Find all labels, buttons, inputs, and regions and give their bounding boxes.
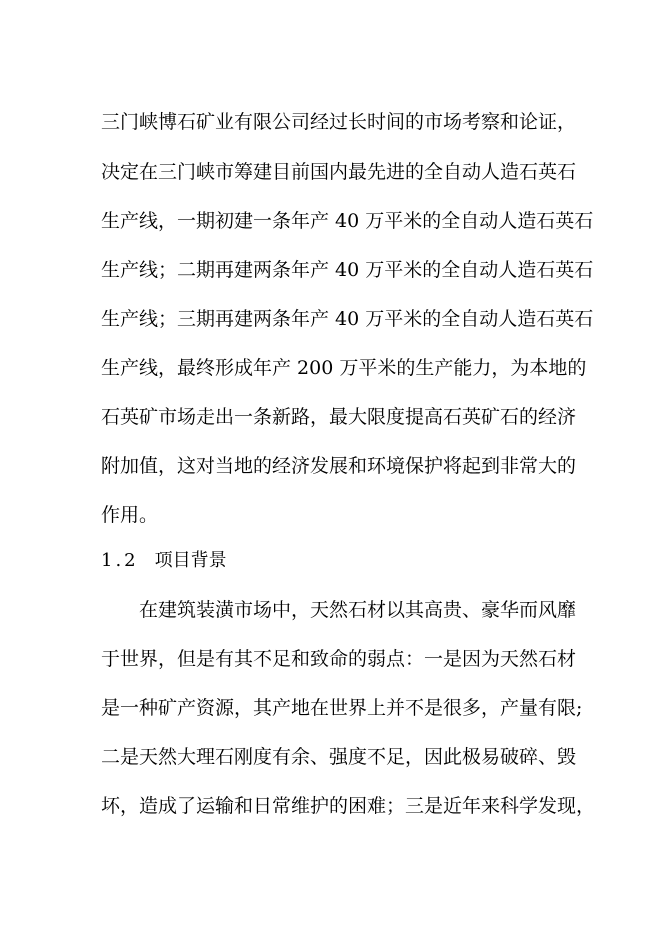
paragraph-1-line-5: 生产线；三期再建两条年产 40 万平米的全自动人造石英石 xyxy=(101,308,594,330)
paragraph-2-line-2: 于世界，但是有其不足和致命的弱点：一是因为天然石材 xyxy=(101,648,577,670)
paragraph-1-line-9: 作用。 xyxy=(101,504,159,526)
paragraph-1-line-1: 三门峡博石矿业有限公司经过长时间的市场考察和论证， xyxy=(101,111,577,133)
paragraph-1-line-6: 生产线，最终形成年产 200 万平米的生产能力，为本地的 xyxy=(101,357,587,379)
paragraph-2-line-5: 坏，造成了运输和日常维护的困难；三是近年来科学发现， xyxy=(101,795,596,817)
paragraph-1-line-7: 石英矿市场走出一条新路，最大限度提高石英矿石的经济 xyxy=(101,406,577,428)
paragraph-1-line-2: 决定在三门峡市筹建目前国内最先进的全自动人造石英石 xyxy=(101,161,577,183)
section-heading xyxy=(101,549,227,573)
paragraph-1-line-3: 生产线，一期初建一条年产 40 万平米的全自动人造石英石 xyxy=(101,210,594,232)
section-number: 1.2 xyxy=(101,550,139,571)
paragraph-2-line-4: 二是天然大理石刚度有余、强度不足，因此极易破碎、毁 xyxy=(101,746,577,768)
paragraph-1-line-8: 附加值，这对当地的经济发展和环境保护将起到非常大的 xyxy=(101,455,577,477)
paragraph-1-line-4: 生产线；二期再建两条年产 40 万平米的全自动人造石英石 xyxy=(101,259,594,281)
paragraph-2-line-3: 是一种矿产资源，其产地在世界上并不是很多，产量有限; xyxy=(101,697,583,719)
section-title: 项目背景 xyxy=(154,550,227,571)
paragraph-2-line-1: 在建筑装潢市场中，天然石材以其高贵、豪华而风靡 xyxy=(139,599,577,621)
